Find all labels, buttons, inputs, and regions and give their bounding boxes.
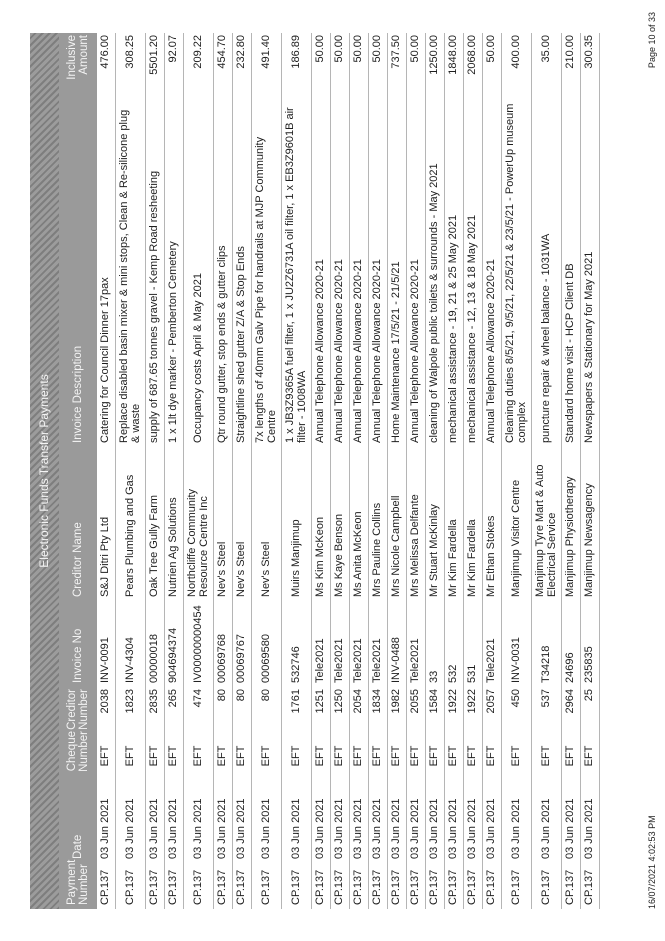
payment-number-cell: CP.137 (583, 869, 596, 905)
payment-number-cell: CP.137 (289, 869, 302, 905)
creditor-name-cell: Nev's Steel (216, 541, 229, 597)
invoice-no-cell: 00000018 (148, 634, 161, 683)
date-cell: 03 Jun 2021 (191, 798, 204, 859)
inclusive-amount-cell: 50.00 (485, 35, 498, 63)
invoice-no-cell: T34218 (539, 645, 552, 683)
table-row (562, 33, 581, 909)
table-row (312, 33, 331, 909)
invoice-description-cell: 1 x JB3Z9365A fuel filter, 1 x JU2Z6731A oil filter, 1 x EB3Z9601B air filter - 1008WA (284, 107, 308, 443)
payment-number-cell: CP.137 (259, 869, 272, 905)
table-row (331, 33, 350, 909)
header-creditor-number: Creditor Number (66, 689, 90, 730)
invoice-description-cell: Qtr round gutter, stop ends & gutter clips (216, 245, 229, 443)
creditor-name-cell: Nev's Steel (259, 541, 272, 597)
payment-number-cell: CP.137 (333, 869, 346, 905)
table-row (532, 33, 562, 909)
page-number: Page 10 of 33 (647, 12, 657, 69)
header-date: Date (72, 834, 84, 859)
payment-number-cell: CP.137 (390, 869, 403, 905)
invoice-description-cell: Annual Telephone Allowance 2020-21 (352, 259, 365, 443)
inclusive-amount-cell: 1848.00 (447, 35, 460, 75)
cheque-number-cell: EFT (447, 745, 460, 767)
payment-number-cell: CP.137 (428, 869, 441, 905)
date-cell: 03 Jun 2021 (539, 798, 552, 859)
date-cell: 03 Jun 2021 (216, 798, 229, 859)
cheque-number-cell: EFT (148, 745, 161, 767)
date-cell: 03 Jun 2021 (447, 798, 460, 859)
invoice-no-cell: 00069768 (216, 634, 229, 683)
date-cell: 03 Jun 2021 (485, 798, 498, 859)
inclusive-amount-cell: 737.50 (390, 35, 403, 69)
date-cell: 03 Jun 2021 (390, 798, 403, 859)
payment-number-cell: CP.137 (216, 869, 229, 905)
invoice-description-cell: Occupancy costs April & May 2021 (191, 273, 204, 443)
invoice-no-cell: 235835 (583, 646, 596, 683)
inclusive-amount-cell: 35.00 (539, 35, 552, 63)
creditor-number-cell: 1584 (428, 689, 441, 714)
table-row (483, 33, 502, 909)
payment-number-cell: CP.137 (148, 869, 161, 905)
invoice-no-cell: 531 (466, 664, 479, 683)
cheque-number-cell: EFT (216, 745, 229, 767)
inclusive-amount-cell: 2068.00 (466, 35, 479, 75)
creditor-name-cell: Nev's Steel (235, 541, 248, 597)
invoice-description-cell: Annual Telephone Allowance 2020-21 (333, 259, 346, 443)
report-title: Electronic Funds Transfer Payments (30, 33, 59, 909)
date-cell: 03 Jun 2021 (333, 798, 346, 859)
table-row (350, 33, 369, 909)
invoice-description-cell: Catering for Council Dinner 17pax (99, 277, 112, 443)
payment-number-cell: CP.137 (235, 869, 248, 905)
invoice-no-cell: 532746 (289, 646, 302, 683)
creditor-number-cell: 2964 (564, 689, 577, 714)
creditor-name-cell: Mrs Pauline Collins (371, 502, 384, 597)
inclusive-amount-cell: 50.00 (409, 35, 422, 63)
table-row (388, 33, 407, 909)
inclusive-amount-cell: 50.00 (352, 35, 365, 63)
inclusive-amount-cell: 92.07 (167, 35, 180, 63)
payment-number-cell: CP.137 (123, 869, 136, 905)
invoice-no-cell: 904694374 (167, 627, 180, 683)
header-cheque-number: Cheque Number (66, 731, 90, 772)
cheque-number-cell: EFT (352, 745, 365, 767)
invoice-no-cell: Tele2021 (314, 638, 327, 683)
cheque-number-cell: EFT (123, 745, 136, 767)
invoice-no-cell: Tele2021 (371, 638, 384, 683)
inclusive-amount-cell: 50.00 (314, 35, 327, 63)
cheque-number-cell: EFT (314, 745, 327, 767)
invoice-description-cell: Annual Telephone Allowance 2020-21 (314, 259, 327, 443)
table-row (407, 33, 426, 909)
invoice-no-cell: 00069580 (259, 634, 272, 683)
inclusive-amount-cell: 5501.20 (148, 35, 161, 75)
table-row (426, 33, 445, 909)
table-header (59, 33, 97, 909)
cheque-number-cell: EFT (333, 745, 346, 767)
inclusive-amount-cell: 300.35 (583, 35, 596, 69)
cheque-number-cell: EFT (289, 745, 302, 767)
payment-number-cell: CP.137 (539, 869, 552, 905)
header-invoice-no: Invoice No (72, 628, 84, 683)
invoice-description-cell: Standard home visit - HCP Client DB (564, 263, 577, 443)
creditor-name-cell: Mrs Melissa Delfante (409, 494, 422, 597)
header-invoice-description: Invoice Description (72, 345, 84, 443)
table-row (116, 33, 146, 909)
invoice-description-cell: supply of 687.65 tonnes gravel - Kemp Road resheeting (148, 170, 161, 443)
invoice-description-cell: Newspapers & Stationary for May 2021 (583, 251, 596, 443)
creditor-name-cell: S&J Ditri Pty Ltd (99, 516, 112, 597)
creditor-number-cell: 1982 (390, 689, 403, 714)
invoice-description-cell: Annual Telephone Allowance 2020-21 (409, 259, 422, 443)
inclusive-amount-cell: 186.89 (289, 35, 302, 69)
cheque-number-cell: EFT (485, 745, 498, 767)
invoice-no-cell: INV-0031 (509, 637, 522, 683)
date-cell: 03 Jun 2021 (583, 798, 596, 859)
creditor-name-cell: Oak Tree Gully Farm (148, 494, 161, 597)
inclusive-amount-cell: 232.80 (235, 35, 248, 69)
date-cell: 03 Jun 2021 (466, 798, 479, 859)
table-row (581, 33, 600, 909)
invoice-no-cell: Tele2021 (352, 638, 365, 683)
table-row (214, 33, 233, 909)
creditor-number-cell: 1823 (123, 689, 136, 714)
creditor-name-cell: Manjimup Newsagency (583, 483, 596, 597)
date-cell: 03 Jun 2021 (167, 798, 180, 859)
table-row (146, 33, 165, 909)
payment-number-cell: CP.137 (191, 869, 204, 905)
invoice-description-cell: 1 x 1lt dye marker - Pemberton Cemetery (167, 241, 180, 443)
payment-number-cell: CP.137 (314, 869, 327, 905)
creditor-name-cell: Ms Kim McKeon (314, 516, 327, 597)
creditor-number-cell: 2057 (485, 689, 498, 714)
creditor-name-cell: Mr Kim Fardella (447, 519, 460, 597)
table-row (252, 33, 282, 909)
invoice-no-cell: INV-0488 (390, 637, 403, 683)
creditor-name-cell: Pears Plumbing and Gas (123, 474, 136, 597)
header-inclusive-amount: Inclusive Amount (66, 35, 90, 80)
creditor-number-cell: 474 (191, 689, 204, 708)
creditor-number-cell: 2038 (99, 689, 112, 714)
header-payment-number: Payment Number (66, 859, 90, 905)
date-cell: 03 Jun 2021 (564, 798, 577, 859)
table-row (445, 33, 464, 909)
creditor-number-cell: 450 (509, 689, 522, 708)
inclusive-amount-cell: 210.00 (564, 35, 577, 69)
date-cell: 03 Jun 2021 (428, 798, 441, 859)
inclusive-amount-cell: 209.22 (191, 35, 204, 69)
creditor-number-cell: 1922 (466, 689, 479, 714)
invoice-no-cell: INV-0091 (99, 637, 112, 683)
invoice-no-cell: IV00000000454 (191, 605, 204, 683)
print-timestamp: 16/07/2021 4:02:53 PM (647, 815, 657, 909)
cheque-number-cell: EFT (99, 745, 112, 767)
invoice-description-cell: Cleaning duties 8/5/21, 9/5/21, 22/5/21 & 23/5/21 - PowerUp museum complex (504, 103, 528, 443)
payments-table (97, 33, 600, 909)
inclusive-amount-cell: 50.00 (371, 35, 384, 63)
payment-number-cell: CP.137 (466, 869, 479, 905)
invoice-description-cell: mechanical assistance - 19, 21 & 25 May 2021 (447, 214, 460, 443)
creditor-number-cell: 2055 (409, 689, 422, 714)
creditor-number-cell: 1922 (447, 689, 460, 714)
payment-number-cell: CP.137 (167, 869, 180, 905)
table-row (502, 33, 532, 909)
invoice-description-cell: 7x lengths of 40mm Galv Pipe for handrails at MJP Community Centre (254, 136, 278, 443)
table-row (97, 33, 116, 909)
creditor-name-cell: Muirs Manjimup (289, 519, 302, 597)
cheque-number-cell: EFT (564, 745, 577, 767)
invoice-no-cell: 00069767 (235, 634, 248, 683)
invoice-description-cell: Home Maintenance 17/5/21 - 21/5/21 (390, 261, 403, 443)
invoice-description-cell: Straightline shed gutter Z/A & Stop Ends (235, 246, 248, 443)
creditor-number-cell: 1834 (371, 689, 384, 714)
inclusive-amount-cell: 50.00 (333, 35, 346, 63)
creditor-number-cell: 265 (167, 689, 180, 708)
payment-number-cell: CP.137 (509, 869, 522, 905)
creditor-name-cell: Ms Anita McKeon (352, 511, 365, 597)
date-cell: 03 Jun 2021 (509, 798, 522, 859)
invoice-no-cell: INV-4304 (123, 637, 136, 683)
date-cell: 03 Jun 2021 (123, 798, 136, 859)
creditor-number-cell: 80 (216, 689, 229, 702)
cheque-number-cell: EFT (191, 745, 204, 767)
creditor-number-cell: 1761 (289, 689, 302, 714)
table-row (369, 33, 388, 909)
creditor-number-cell: 1250 (333, 689, 346, 714)
cheque-number-cell: EFT (390, 745, 403, 767)
creditor-name-cell: Manjimup Physiotherapy (564, 476, 577, 597)
creditor-number-cell: 1251 (314, 689, 327, 714)
creditor-name-cell: Mrs Nicole Campbell (390, 495, 403, 597)
creditor-name-cell: Mr Kim Fardella (466, 519, 479, 597)
inclusive-amount-cell: 1250.00 (428, 35, 441, 75)
creditor-number-cell: 25 (583, 689, 596, 702)
table-row (165, 33, 184, 909)
invoice-no-cell: 24696 (564, 652, 577, 683)
payment-number-cell: CP.137 (447, 869, 460, 905)
payment-number-cell: CP.137 (409, 869, 422, 905)
inclusive-amount-cell: 308.25 (123, 35, 136, 69)
date-cell: 03 Jun 2021 (409, 798, 422, 859)
creditor-name-cell: Manjimup Tyre Mart & Auto Electrical Service (534, 464, 558, 597)
invoice-no-cell: 33 (428, 670, 441, 683)
cheque-number-cell: EFT (539, 745, 552, 767)
date-cell: 03 Jun 2021 (371, 798, 384, 859)
invoice-description-cell: Annual Telephone Allowance 2020-21 (371, 259, 384, 443)
cheque-number-cell: EFT (409, 745, 422, 767)
inclusive-amount-cell: 454.70 (216, 35, 229, 69)
payment-number-cell: CP.137 (99, 869, 112, 905)
creditor-number-cell: 2054 (352, 689, 365, 714)
date-cell: 03 Jun 2021 (235, 798, 248, 859)
date-cell: 03 Jun 2021 (259, 798, 272, 859)
payment-number-cell: CP.137 (485, 869, 498, 905)
creditor-number-cell: 2835 (148, 689, 161, 714)
table-row (184, 33, 214, 909)
creditor-number-cell: 537 (539, 689, 552, 708)
table-row (464, 33, 483, 909)
payment-number-cell: CP.137 (352, 869, 365, 905)
cheque-number-cell: EFT (167, 745, 180, 767)
invoice-no-cell: Tele2021 (485, 638, 498, 683)
creditor-number-cell: 80 (235, 689, 248, 702)
date-cell: 03 Jun 2021 (289, 798, 302, 859)
date-cell: 03 Jun 2021 (99, 798, 112, 859)
inclusive-amount-cell: 476.00 (99, 35, 112, 69)
date-cell: 03 Jun 2021 (314, 798, 327, 859)
invoice-no-cell: Tele2021 (333, 638, 346, 683)
invoice-description-cell: cleaning of Walpole public toilets & surrounds - May 2021 (428, 163, 441, 443)
table-row (282, 33, 312, 909)
invoice-description-cell: mechanical assistance - 12, 13 & 18 May 2021 (466, 214, 479, 443)
invoice-description-cell: Annual Telephone Allowance 2020-21 (485, 259, 498, 443)
header-creditor-name: Creditor Name (72, 522, 84, 597)
creditor-name-cell: Mr Ethan Stokes (485, 515, 498, 597)
creditor-name-cell: Ms Kaye Benson (333, 513, 346, 597)
inclusive-amount-cell: 491.40 (259, 35, 272, 69)
payment-number-cell: CP.137 (564, 869, 577, 905)
cheque-number-cell: EFT (583, 745, 596, 767)
creditor-number-cell: 80 (259, 689, 272, 702)
invoice-description-cell: Replace disabled basin mixer & mini stops, Clean & Re-silicone plug & waste (118, 109, 142, 443)
payment-number-cell: CP.137 (371, 869, 384, 905)
invoice-description-cell: puncture repair & wheel balance - 1031WA (539, 233, 552, 443)
creditor-name-cell: Nutrien Ag Solutions (167, 497, 180, 597)
cheque-number-cell: EFT (235, 745, 248, 767)
creditor-name-cell: Manjimup Visitor Centre (509, 479, 522, 597)
cheque-number-cell: EFT (466, 745, 479, 767)
invoice-no-cell: Tele2021 (409, 638, 422, 683)
cheque-number-cell: EFT (509, 745, 522, 767)
table-row (233, 33, 252, 909)
cheque-number-cell: EFT (259, 745, 272, 767)
inclusive-amount-cell: 400.00 (509, 35, 522, 69)
creditor-name-cell: Northcliffe Community Resource Centre Inc (186, 489, 210, 597)
invoice-no-cell: 532 (447, 664, 460, 683)
cheque-number-cell: EFT (428, 745, 441, 767)
cheque-number-cell: EFT (371, 745, 384, 767)
date-cell: 03 Jun 2021 (148, 798, 161, 859)
date-cell: 03 Jun 2021 (352, 798, 365, 859)
creditor-name-cell: Mr Stuart McKinlay (428, 504, 441, 597)
